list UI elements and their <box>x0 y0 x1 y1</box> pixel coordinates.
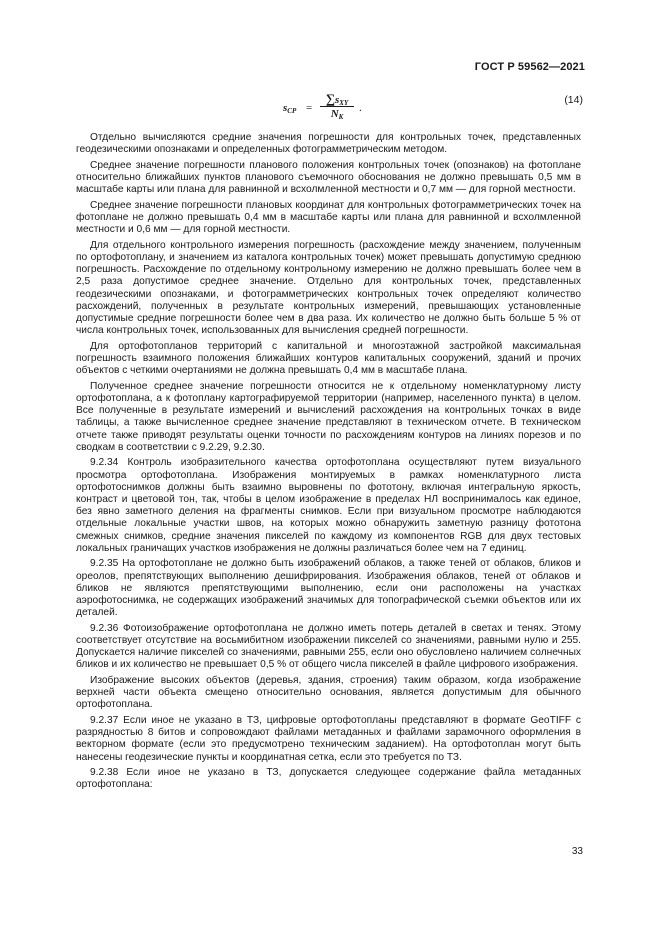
paragraph: Для ортофотопланов территорий с капитальной и многоэтажной застройкой максимальная погрешность взаимного положения ближайших контуров капитальных сооружений, зданий и прочих объектов с четкими очертаниями не должна превышать 0,4 мм в масштабе плана. <box>76 340 581 377</box>
formula-block <box>0 90 661 124</box>
formula-num-symbol: s <box>335 94 340 106</box>
formula-den-sub: K <box>338 113 344 121</box>
page-number: 33 <box>571 846 583 857</box>
formula-lhs <box>283 102 296 115</box>
formula-numerator <box>316 92 358 105</box>
formula-fraction <box>316 92 358 123</box>
paragraph-9-2-35: 9.2.35 На ортофотоплане не должно быть изображений облаков, а также теней от облаков, бликов и ореолов, препятствующих выполнению дешифрирования. Изображения облаков, теней от облаков и бликов не являются препятствующими выполнению, если они расположены на участках аэрофотоснимка, не содержащих изображений значимых для топографической съемки объектов или их деталей. <box>76 558 581 619</box>
formula-equals: = <box>306 102 313 114</box>
paragraph-9-2-37: 9.2.37 Если иное не указано в ТЗ, цифровые ортофотопланы представляют в формате GeoTIFF с разрядностью 8 битов и сопровождают файлами метаданных и файлами зарамочного оформления в векторном формате (если это предусмотрено техническим заданием). На ортофотоплан могут быть нанесены геодезические пункты и координатная сетка, если это требуется по ТЗ. <box>76 715 581 763</box>
paragraph-9-2-36: 9.2.36 Фотоизображение ортофотоплана не должно иметь потерь деталей в светах и тенях. Этому соответствует отсутствие на восьмибитном изображении пикселей со значениями, равными нулю и 255. Допускается наличие пикселей со значениями, равными 255, если оно обусловлено наличием солнечных бликов и их количество не превышает 0,5 % от общего числа пикселей в файле цифрового изображения. <box>76 622 581 671</box>
paragraph: Отдельно вычисляются средние значения погрешности для контрольных точек, представленных геодезическими опознаками и определенных фотограмметрическим методом. <box>76 132 581 156</box>
formula-num-sub: XY <box>339 99 349 107</box>
fraction-bar <box>320 106 354 107</box>
equation-number: (14) <box>564 94 583 106</box>
formula-lhs-symbol: s <box>283 102 288 114</box>
formula-den-symbol: N <box>330 108 339 120</box>
sum-symbol: ∑ <box>325 91 336 106</box>
paragraph: Для отдельного контрольного измерения погрешность (расхождение между значением, полученным по ортофотоплану, и значением из каталога контрольных точек) может превышать допустимую среднюю погрешность. Расхождение по отдельному контрольному измерению не должно превышать более чем в 2,5 раза допустимое среднее значение. Отдельно для контрольных точек, представленных геодезическими опознаками, и фотограмметрических контрольных точек определяют количество расхождений, полученных в результате контрольных измерений, превышающих установленные допустимые средние погрешности более чем в два раза. Их количество не должно быть больше 5 % от числа контрольных точек, использованных для вычисления средней погрешности. <box>76 239 581 337</box>
formula-lhs-sub: СР <box>287 107 297 115</box>
formula-denominator <box>316 108 358 123</box>
paragraph-9-2-34: 9.2.34 Контроль изобразительного качества ортофотоплана осуществляют путем визуального просмотра ортофотоплана. Изображения монтируемых в рамках номенклатурного листа ортофотоснимков должны быть взаимно выровнены по фототону, включая интегральную яркость, контраст и цветовой тон, так, чтобы в целом изображение в пределах НЛ воспринималось как единое, без явно заметного деления на фрагменты снимков. Если при визуальном просмотре наблюдаются отдельные локальные участки швов, на которых можно обнаружить заметную разницу фототона смежных снимков, средние значения пикселей по каждому из компонентов RGB для двух тестовых локальных граничащих участков изображения не должны различаться более чем на 7 единиц. <box>76 457 581 554</box>
formula-14 <box>283 92 373 122</box>
paragraph: Полученное среднее значение погрешности относится не к отдельному номенклатурному листу ортофотоплана, а к фотоплану картографируемой территории (например, населенного пункта) в целом. Все полученные в результате измерений и вычислений расхождения на контрольных точках в виде таблицы, а также вычисленное среднее значение представляют в техническом отчете. В техническом отчете также приводят результаты оценки точности по расхождениям контуров на линиях порезов и по сводкам в соответствии с 9.2.29, 9.2.30. <box>76 380 581 453</box>
paragraph: Среднее значение погрешности планового положения контрольных точек (опознаков) на фотоплане относительно ближайших пунктов планового съемочного обоснования не должно превышать 0,5 мм в масштабе карты или плана для равнинной и всхолмленной местности и 0,7 мм — для горной местности. <box>76 159 581 196</box>
paragraph: Среднее значение погрешности плановых координат для контрольных фотограмметрических точек на фотоплане не должно превышать 0,4 мм в масштабе карты или плана для равнинной и всхолмленной местности и 0,6 мм — для горной местности. <box>76 199 581 236</box>
body-text <box>76 132 581 795</box>
standard-code: ГОСТ Р 59562—2021 <box>474 61 585 73</box>
paragraph: Изображение высоких объектов (деревья, здания, строения) таким образом, когда изображение верхней части объекта смещено относительно основания, является допустимым для обычного ортофотоплана. <box>76 675 581 711</box>
paragraph-9-2-38: 9.2.38 Если иное не указано в ТЗ, допускается следующее содержание файла метаданных ортофотоплана: <box>76 767 581 791</box>
formula-trailing: . <box>359 102 362 114</box>
